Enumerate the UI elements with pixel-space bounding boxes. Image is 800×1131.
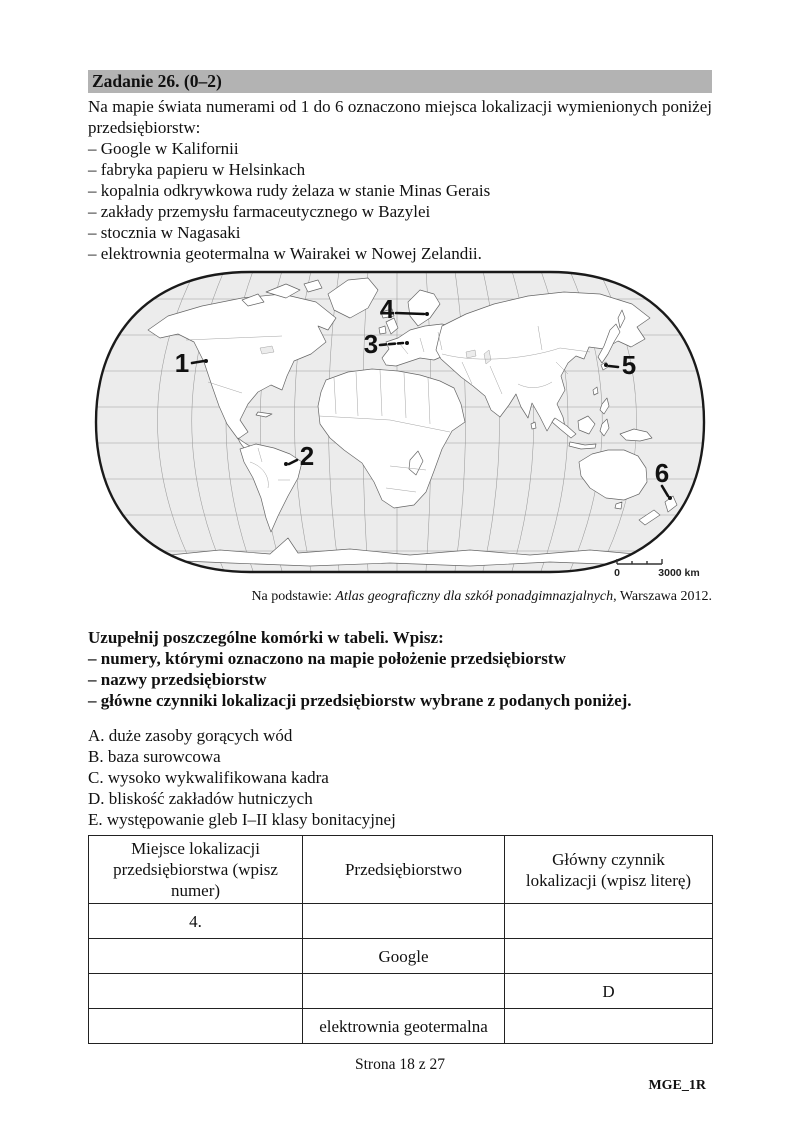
table-row bbox=[89, 939, 713, 974]
map-point-1 bbox=[204, 359, 208, 363]
map-source-suffix: , Warszawa 2012. bbox=[613, 589, 712, 604]
world-map bbox=[90, 266, 710, 578]
cell-location: 4. bbox=[89, 904, 303, 939]
instruction-item: – nazwy przedsiębiorstw bbox=[88, 670, 267, 689]
exam-code: MGE_1R bbox=[648, 1078, 706, 1093]
cell-company: Google bbox=[303, 939, 505, 974]
factor-item: E. występowanie gleb I–II klasy bonitacyjnej bbox=[88, 810, 396, 829]
task-header: Zadanie 26. (0–2) bbox=[88, 70, 712, 93]
page-number: Strona 18 z 27 bbox=[355, 1056, 445, 1073]
map-label-1: 1 bbox=[174, 348, 190, 378]
factor-item: C. wysoko wykwalifikowana kadra bbox=[88, 768, 329, 787]
cell-factor bbox=[505, 939, 713, 974]
map-scale-zero: 0 bbox=[614, 567, 620, 578]
map-label-3: 3 bbox=[363, 329, 379, 359]
cell-company bbox=[303, 974, 505, 1009]
table-row bbox=[89, 904, 713, 939]
company-item: – Google w Kalifornii bbox=[88, 139, 239, 158]
header-factor: Główny czynnik lokalizacji (wpisz literę) bbox=[505, 836, 713, 904]
cell-company: elektrownia geotermalna bbox=[303, 1009, 505, 1044]
cell-factor: D bbox=[505, 974, 713, 1009]
cell-location bbox=[89, 939, 303, 974]
map-point-2 bbox=[284, 462, 288, 466]
instruction-item: – główne czynniki lokalizacji przedsiębiorstw wybrane z podanych poniżej. bbox=[88, 691, 632, 710]
cell-factor bbox=[505, 904, 713, 939]
map-point-4 bbox=[425, 312, 429, 316]
header-company: Przedsiębiorstwo bbox=[303, 836, 505, 904]
instructions-title: Uzupełnij poszczególne komórki w tabeli. Wpisz: bbox=[88, 628, 444, 647]
table-row bbox=[89, 974, 713, 1009]
map-scale-bar bbox=[614, 559, 700, 578]
cell-location bbox=[89, 1009, 303, 1044]
factor-list bbox=[88, 725, 712, 830]
table-header-row bbox=[89, 836, 713, 904]
map-point-6 bbox=[668, 496, 672, 500]
map-label-2: 2 bbox=[299, 441, 315, 471]
instructions bbox=[88, 627, 712, 711]
company-item: – stocznia w Nagasaki bbox=[88, 223, 241, 242]
company-item: – kopalnia odkrywkowa rudy żelaza w stanie Minas Gerais bbox=[88, 181, 491, 200]
map-source-title: Atlas geograficzny dla szkół ponadgimnazjalnych bbox=[335, 589, 614, 604]
factor-item: B. baza surowcowa bbox=[88, 747, 221, 766]
map-label-5: 5 bbox=[621, 350, 637, 380]
map-point-3 bbox=[405, 341, 409, 345]
map-label-6: 6 bbox=[654, 458, 670, 488]
company-item: – fabryka papieru w Helsinkach bbox=[88, 160, 306, 179]
company-list bbox=[88, 138, 712, 264]
map-point-5 bbox=[604, 363, 608, 367]
map-leader-5 bbox=[609, 366, 618, 367]
map-source bbox=[88, 588, 712, 606]
company-item: – zakłady przemysłu farmaceutycznego w Bazylei bbox=[88, 202, 431, 221]
table-row bbox=[89, 1009, 713, 1044]
map-scale-distance: 3000 km bbox=[658, 567, 700, 578]
world-map-figure bbox=[90, 266, 710, 583]
intro-paragraph: Na mapie świata numerami od 1 do 6 oznaczono miejsca lokalizacji wymienionych poniżej przedsiębiorstw: bbox=[88, 97, 712, 137]
map-label-4: 4 bbox=[379, 294, 395, 324]
instruction-item: – numery, którymi oznaczono na mapie położenie przedsiębiorstw bbox=[88, 649, 566, 668]
factor-item: A. duże zasoby gorących wód bbox=[88, 726, 293, 745]
cell-company bbox=[303, 904, 505, 939]
map-leader-4 bbox=[396, 313, 424, 314]
factor-item: D. bliskość zakładów hutniczych bbox=[88, 789, 313, 808]
answer-table bbox=[88, 835, 713, 1044]
map-source-prefix: Na podstawie: bbox=[251, 589, 336, 604]
cell-location bbox=[89, 974, 303, 1009]
cell-factor bbox=[505, 1009, 713, 1044]
header-location: Miejsce lokalizacji przedsiębiorstwa (wpisz numer) bbox=[89, 836, 303, 904]
company-item: – elektrownia geotermalna w Wairakei w Nowej Zelandii. bbox=[88, 244, 482, 263]
